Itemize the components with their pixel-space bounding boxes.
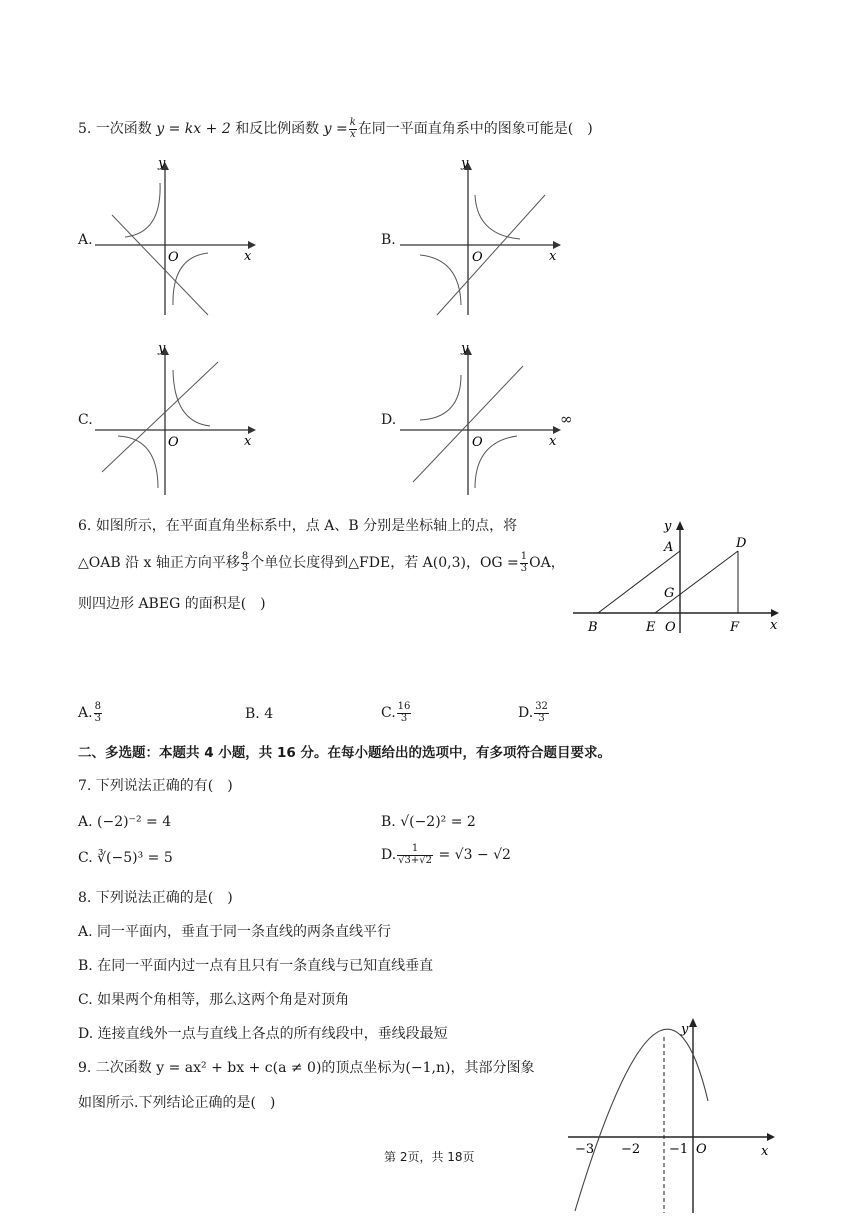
svg-text:O: O [168,250,179,265]
svg-text:F: F [730,620,740,635]
svg-text:O: O [472,435,483,450]
svg-text:x: x [549,249,557,264]
q6-choice-a: A. $\frac{8}{3}$ [78,701,101,724]
svg-text:O: O [472,250,483,265]
svg-text:E: E [646,620,656,635]
svg-text:−1: −1 [669,1142,689,1157]
q7-option-d: D. $\frac{1}{√3+√2}$ = √3 − √2 [381,843,511,866]
q6-line3: 则四边形 ABEG 的面积是( ) [78,596,266,612]
svg-text:y: y [158,156,166,171]
infinity-symbol: ∞ [560,410,573,428]
svg-text:O: O [665,620,676,635]
page-footer: 第 2页，共 18页 [384,1150,475,1164]
svg-text:−2: −2 [621,1142,641,1157]
svg-text:G: G [664,586,675,601]
q6-line2: △OAB 沿 x 轴正方向平移 $\frac{8}{3}$ 个单位长度得到△FDE，若 A(0,3)，OG = $\frac{1}{3}$ OA， [78,551,565,574]
q9-line2: 如图所示.下列结论正确的是( ) [78,1095,276,1111]
q8-option-c: C. 如果两个角相等，那么这两个角是对顶角 [78,992,350,1008]
q6-line1: 6. 如图所示，在平面直角坐标系中，点 A、B 分别是坐标轴上的点，将 [78,518,518,534]
section-2-header: 二、多选题：本题共 4 小题，共 16 分。在每小题给出的选项中，有多项符合题目要求。 [78,745,611,761]
q5-stem: 5. 一次函数 y = kx + 2 和反比例函数 y = $\frac{k}{x}$ 在同一平面直角系中的图象可能是( ) [78,117,593,140]
svg-text:x: x [761,1144,769,1159]
q5-option-c-label: C. [78,412,93,428]
q8-option-d: D. 连接直线外一点与直线上各点的所有线段中，垂线段最短 [78,1026,448,1042]
q6-choice-b: B. 4 [245,706,274,722]
q8-option-a: A. 同一平面内，垂直于同一条直线的两条直线平行 [78,924,392,940]
q8-stem: 8. 下列说法正确的是( ) [78,890,233,906]
q5-graph-d [395,340,570,500]
q7-option-a: A. (−2)⁻² = 4 [78,814,172,830]
q5-graph-b [395,155,570,320]
q6-choice-d: D. $\frac{32}{3}$ [518,701,548,724]
svg-text:x: x [244,434,252,449]
q6-choice-c: C. $\frac{16}{3}$ [381,701,411,724]
svg-text:x: x [770,618,778,633]
q5-option-b-label: B. [381,232,396,248]
svg-text:O: O [168,435,179,450]
svg-text:D: D [736,536,747,551]
q9-line1: 9. 二次函数 y = ax² + bx + c(a ≠ 0)的顶点坐标为(−1,n)，其部分图象 [78,1060,535,1076]
q5-option-d-label: D. [381,412,397,428]
q5-graph-c [90,340,265,500]
svg-text:−3: −3 [575,1142,595,1157]
q7-option-c: C. ∛(−5)³ = 5 [78,850,173,866]
svg-text:y: y [158,341,166,356]
svg-text:x: x [244,249,252,264]
q6-figure [568,515,788,640]
q5-graph-a [90,155,265,320]
svg-text:y: y [664,519,672,534]
q8-option-b: B. 在同一平面内过一点有且只有一条直线与已知直线垂直 [78,958,434,974]
svg-text:A: A [664,540,674,555]
q9-parabola-figure [565,1015,785,1215]
svg-text:x: x [549,434,557,449]
svg-text:y: y [461,341,469,356]
q5-option-a-label: A. [78,232,93,248]
svg-text:B: B [588,620,598,635]
q7-option-b: B. √(−2)² = 2 [381,814,476,830]
svg-text:y: y [681,1022,689,1037]
svg-text:O: O [696,1142,707,1157]
svg-text:y: y [461,156,469,171]
q7-stem: 7. 下列说法正确的有( ) [78,778,233,794]
